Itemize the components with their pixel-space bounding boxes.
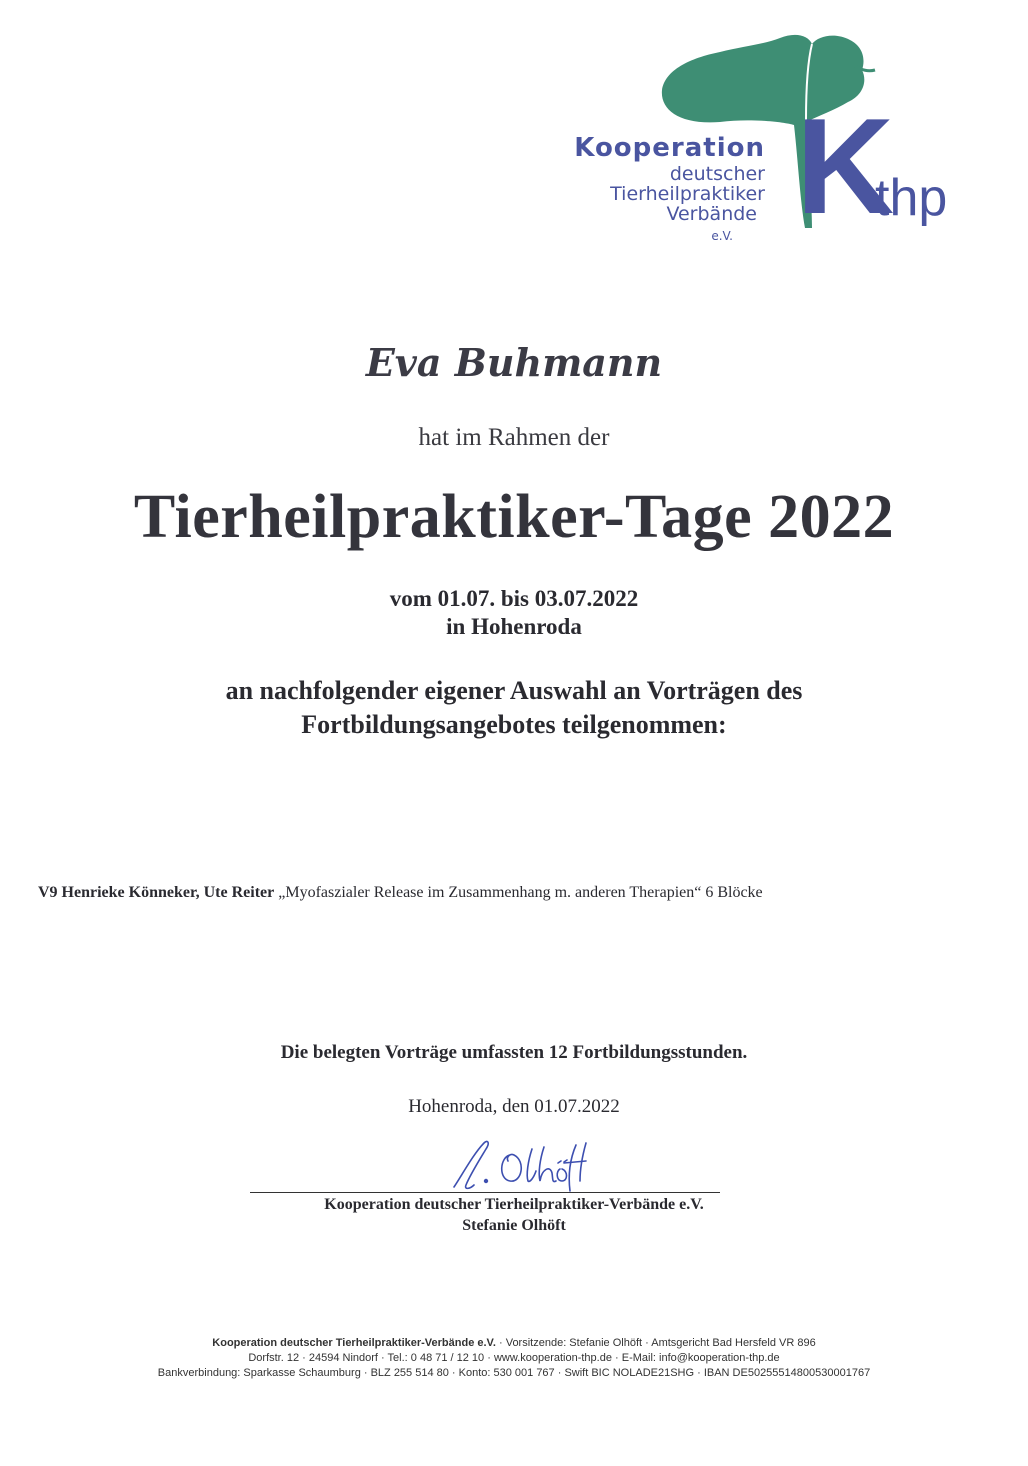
kthp-logo (550, 30, 950, 255)
lecture-speakers: V9 Henrieke Könneker, Ute Reiter (38, 884, 275, 901)
recipient-name: Eva Buhmann (365, 340, 663, 385)
footer-line-1 (0, 1337, 1028, 1349)
event-location: in Hohenroda (446, 614, 582, 639)
hours-statement: Die belegten Vorträge umfassten 12 Fortbildungsstunden. (280, 1042, 748, 1063)
event-date-range: vom 01.07. bis 03.07.2022 (389, 586, 639, 611)
logo-suffix: thp (875, 169, 948, 227)
place-and-date: Hohenroda, den 01.07.2022 (408, 1096, 620, 1117)
footer-line-2: Dorfstr. 12 · 24594 Nindorf · Tel.: 0 48 71 / 12 10 · www.kooperation-thp.de · E-Mail: info@kooperation-thp.de (248, 1352, 780, 1364)
logo-line-4: Verbände (666, 203, 757, 225)
footer-line-1-rest: · Vorsitzende: Stefanie Olhöft · Amtsgericht Bad Hersfeld VR 896 (495, 1337, 816, 1349)
signatory-name: Stefanie Olhöft (462, 1217, 566, 1234)
logo-line-3: Tierheilpraktiker (610, 183, 765, 205)
participation-line-1: an nachfolgender eigener Auswahl an Vorträgen des (225, 676, 803, 705)
lecture-entry (38, 884, 998, 902)
participation-line-2: Fortbildungsangebotes teilgenommen: (301, 710, 727, 739)
footer-org: Kooperation deutscher Tierheilpraktiker-Verbände e.V. (212, 1337, 496, 1349)
footer-line-3: Bankverbindung: Sparkasse Schaumburg · BLZ 255 514 80 · Konto: 530 001 767 · Swift BIC NOLADE21SHG · IBAN DE50255514800530001767 (157, 1367, 871, 1379)
logo-letter-k: K (796, 90, 895, 242)
logo-line-5: e.V. (711, 229, 733, 243)
handwritten-signature (440, 1135, 610, 1195)
lecture-title: „Myofaszialer Release im Zusammenhang m. anderen Therapien“ 6 Blöcke (274, 884, 763, 901)
logo-line-1: Kooperation (574, 133, 765, 163)
event-title: Tierheilpraktiker-Tage 2022 (133, 483, 895, 551)
signatory-organization: Kooperation deutscher Tierheilpraktiker-Verbände e.V. (324, 1196, 704, 1213)
signature-line (250, 1192, 720, 1193)
intro-text: hat im Rahmen der (418, 424, 610, 451)
logo-line-2: deutscher (669, 163, 765, 185)
